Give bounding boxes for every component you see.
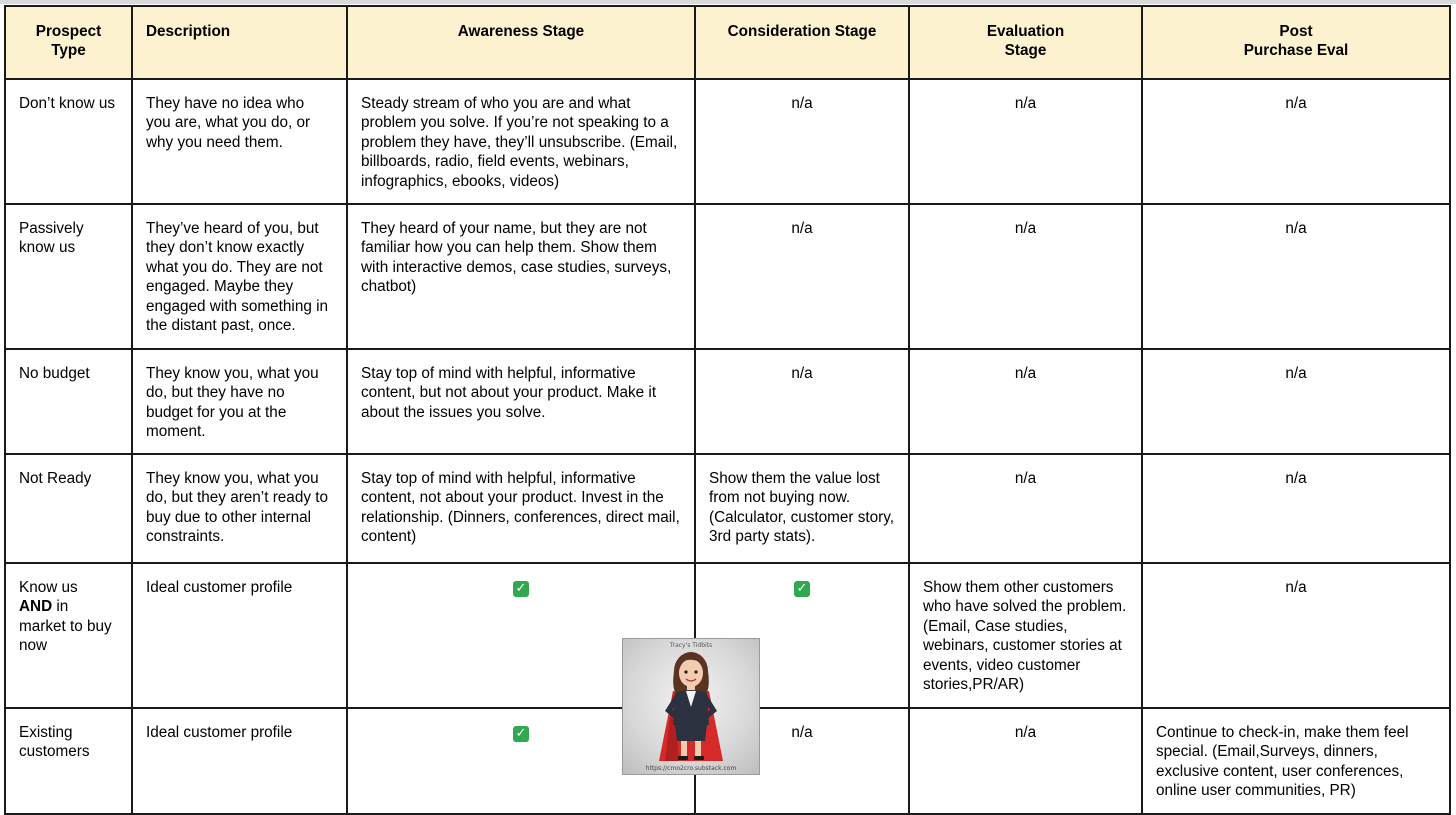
prospect-type-and: AND (19, 598, 53, 616)
badge-title: Tracy's Tidbits (669, 642, 713, 649)
cell-evaluation: n/a (909, 708, 1142, 814)
cell-prospect-type: Don’t know us (5, 79, 132, 204)
table-row (5, 79, 1450, 204)
header-post-purchase-line1: Post (1279, 23, 1313, 40)
cell-description: They know you, what you do, but they have no budget for you at the moment. (132, 349, 347, 454)
superhero-woman-illustration (623, 649, 759, 765)
table-row (5, 204, 1450, 349)
cell-evaluation: Show them other customers who have solved the problem. (Email, Case studies, webinars, customer stories at events, video customer stories,PR/AR) (909, 563, 1142, 708)
header-awareness-stage: Awareness Stage (347, 6, 695, 79)
cell-consideration: n/a (695, 79, 909, 204)
cell-awareness: Stay top of mind with helpful, informative content, but not about your product. Make it about the issues you solve. (347, 349, 695, 454)
cell-description: Ideal customer profile (132, 563, 347, 708)
cell-prospect-type: No budget (5, 349, 132, 454)
checkmark-icon: ✓ (513, 726, 529, 742)
cell-description: They’ve heard of you, but they don’t know exactly what you do. They are not engaged. Maybe they engaged with something in the distant past, once. (132, 204, 347, 349)
header-evaluation-line2: Stage (1004, 42, 1047, 60)
header-post-purchase-line2: Purchase Eval (1243, 42, 1349, 60)
table-row (5, 349, 1450, 454)
cell-post-purchase: n/a (1142, 204, 1450, 349)
header-row (5, 6, 1450, 79)
header-post-purchase-eval (1142, 6, 1450, 79)
table-row (5, 454, 1450, 563)
checkmark-icon: ✓ (513, 581, 529, 597)
cell-prospect-type (5, 563, 132, 708)
header-evaluation-line1: Evaluation (986, 23, 1065, 40)
checkmark-icon: ✓ (794, 581, 810, 597)
cell-post-purchase: n/a (1142, 79, 1450, 204)
cell-awareness: They heard of your name, but they are not familiar how you can help them. Show them with interactive demos, case studies, surveys, chatbot) (347, 204, 695, 349)
header-consideration-stage: Consideration Stage (695, 6, 909, 79)
cell-evaluation: n/a (909, 79, 1142, 204)
prospect-type-prefix: Know us (19, 579, 78, 596)
cell-evaluation: n/a (909, 454, 1142, 563)
header-evaluation-stage (909, 6, 1142, 79)
cell-consideration: n/a (695, 708, 909, 814)
top-rule (0, 0, 1456, 4)
cell-awareness: Steady stream of who you are and what problem you solve. If you’re not speaking to a problem they have, they’ll unsubscribe. (Email, billboards, radio, field events, webinars, infographics, ebooks, videos) (347, 79, 695, 204)
cell-prospect-type: Not Ready (5, 454, 132, 563)
cell-post-purchase: Continue to check-in, make them feel special. (Email,Surveys, dinners, exclusive content, user conferences, online user communities, PR) (1142, 708, 1450, 814)
header-prospect-type-line2: Type (51, 42, 86, 60)
cell-post-purchase: n/a (1142, 454, 1450, 563)
cell-consideration: n/a (695, 204, 909, 349)
cell-prospect-type: Passively know us (5, 204, 132, 349)
cell-description: They know you, what you do, but they aren’t ready to buy due to other internal constraints. (132, 454, 347, 563)
cell-awareness: Stay top of mind with helpful, informative content, not about your product. Invest in the relationship. (Dinners, conferences, direct mail, content) (347, 454, 695, 563)
badge-url: https://cmo2cro.substack.com (645, 765, 737, 772)
cell-prospect-type: Existing customers (5, 708, 132, 814)
header-prospect-type (5, 6, 132, 79)
cell-post-purchase: n/a (1142, 563, 1450, 708)
cell-description: Ideal customer profile (132, 708, 347, 814)
header-description: Description (132, 6, 347, 79)
cell-evaluation: n/a (909, 204, 1142, 349)
superhero-badge-image (622, 638, 760, 775)
prospect-type-suffix: in market to buy now (19, 598, 112, 655)
cell-evaluation: n/a (909, 349, 1142, 454)
cell-post-purchase: n/a (1142, 349, 1450, 454)
header-prospect-type-line1: Prospect (35, 23, 102, 40)
cell-consideration: n/a (695, 349, 909, 454)
cell-description: They have no idea who you are, what you do, or why you need them. (132, 79, 347, 204)
cell-consideration: Show them the value lost from not buying now. (Calculator, customer story, 3rd party stats). (695, 454, 909, 563)
